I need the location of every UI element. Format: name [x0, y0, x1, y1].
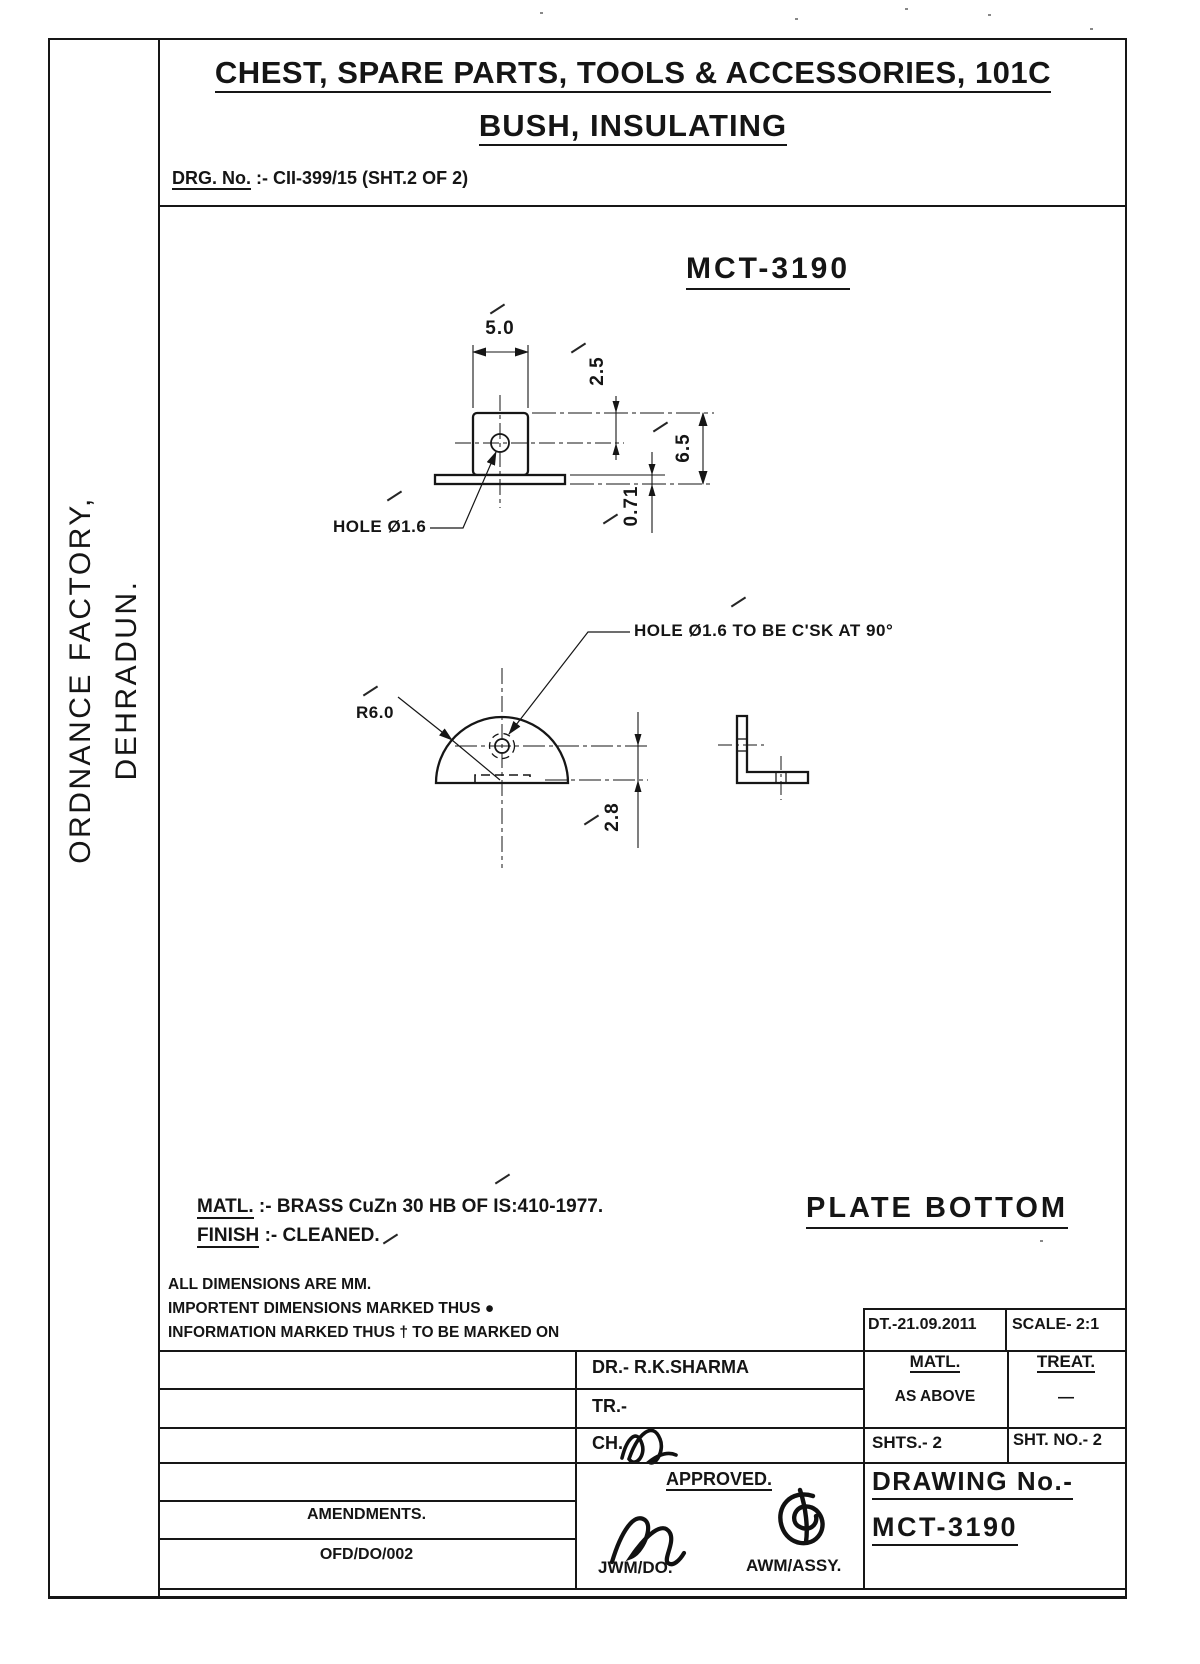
finish-value: :- CLEANED. [264, 1225, 380, 1246]
signature-awm [780, 1490, 822, 1543]
check-tick [653, 422, 668, 433]
check-tick [363, 686, 378, 697]
drg-no-label: DRG. No. [172, 168, 251, 188]
label-hole-front: HOLE Ø1.6 [333, 517, 427, 536]
checked-by-cell: CH. [592, 1433, 623, 1453]
drawing-no-value: MCT-3190 [872, 1512, 1018, 1543]
note-dimensions: ALL DIMENSIONS ARE MM. [168, 1276, 372, 1293]
finish-label: FINISH [197, 1225, 260, 1246]
dim-edge-dist: 2.8 [602, 802, 623, 832]
label-hole-plan: HOLE Ø1.6 TO BE C'SK AT 90° [634, 621, 894, 640]
drg-no-value: :- CII-399/15 (SHT.2 OF 2) [256, 168, 469, 188]
matl-value: AS ABOVE [894, 1388, 976, 1405]
drg-no-line [172, 168, 468, 189]
dim-height: 6.5 [673, 433, 694, 463]
amendments-cell: AMENDMENTS. [306, 1506, 427, 1523]
note-information: INFORMATION MARKED THUS † TO BE MARKED ON [168, 1324, 560, 1341]
frame-bottom [48, 1596, 1127, 1599]
treat-header: TREAT. [1036, 1352, 1096, 1371]
approved-header: APPROVED. [665, 1469, 773, 1489]
finish-note [197, 1225, 380, 1247]
sheet-no-cell: SHT. NO.- 2 [1013, 1431, 1102, 1449]
header-divider [158, 205, 1127, 207]
frame-top [48, 38, 1127, 40]
check-tick [731, 597, 746, 608]
check-tick [383, 1234, 398, 1245]
note-important: IMPORTENT DIMENSIONS MARKED THUS ● [168, 1300, 495, 1317]
factory-name-text: ORDNANCE FACTORY, DEHRADUN. [64, 496, 143, 864]
frame-left [48, 38, 50, 1599]
check-tick [603, 514, 618, 525]
awm-cell: AWM/ASSY. [746, 1556, 842, 1575]
material-note [197, 1196, 603, 1218]
sheets-cell: SHTS.- 2 [872, 1433, 942, 1452]
check-tick [495, 1174, 510, 1185]
frame-right [1125, 38, 1127, 1599]
dim-width: 5.0 [485, 318, 515, 339]
strip-divider [158, 38, 160, 1599]
matl-header: MATL. [909, 1352, 961, 1371]
traced-by-cell: TR.- [592, 1396, 627, 1416]
signature-ch [622, 1430, 676, 1463]
dim-hole-offset: 2.5 [587, 356, 608, 386]
label-radius: R6.0 [356, 703, 394, 722]
check-tick [490, 304, 505, 315]
check-tick [387, 491, 402, 502]
view-title: PLATE BOTTOM [806, 1192, 1068, 1225]
amendment-ref-cell: OFD/DO/002 [319, 1546, 414, 1563]
dim-thickness: 0.71 [621, 485, 642, 527]
date-cell: DT.-21.09.2011 [868, 1316, 977, 1333]
drawn-by-cell: DR.- R.K.SHARMA [592, 1357, 749, 1377]
model-number-title: MCT-3190 [686, 252, 850, 286]
check-tick [571, 343, 586, 354]
treat-value: — [1058, 1389, 1074, 1406]
sheet-title-line2: BUSH, INSULATING [479, 108, 787, 146]
drawing-no-label: DRAWING No.- [872, 1466, 1073, 1497]
sheet-title-line1: CHEST, SPARE PARTS, TOOLS & ACCESSORIES, 101C [215, 55, 1051, 93]
material-label: MATL. [197, 1196, 254, 1217]
material-value: :- BRASS CuZn 30 HB OF IS:410-1977. [258, 1196, 604, 1217]
check-tick [584, 815, 599, 826]
scale-cell: SCALE- 2:1 [1012, 1316, 1100, 1333]
factory-name [58, 400, 143, 960]
jwm-cell: JWM/DO. [598, 1558, 673, 1577]
